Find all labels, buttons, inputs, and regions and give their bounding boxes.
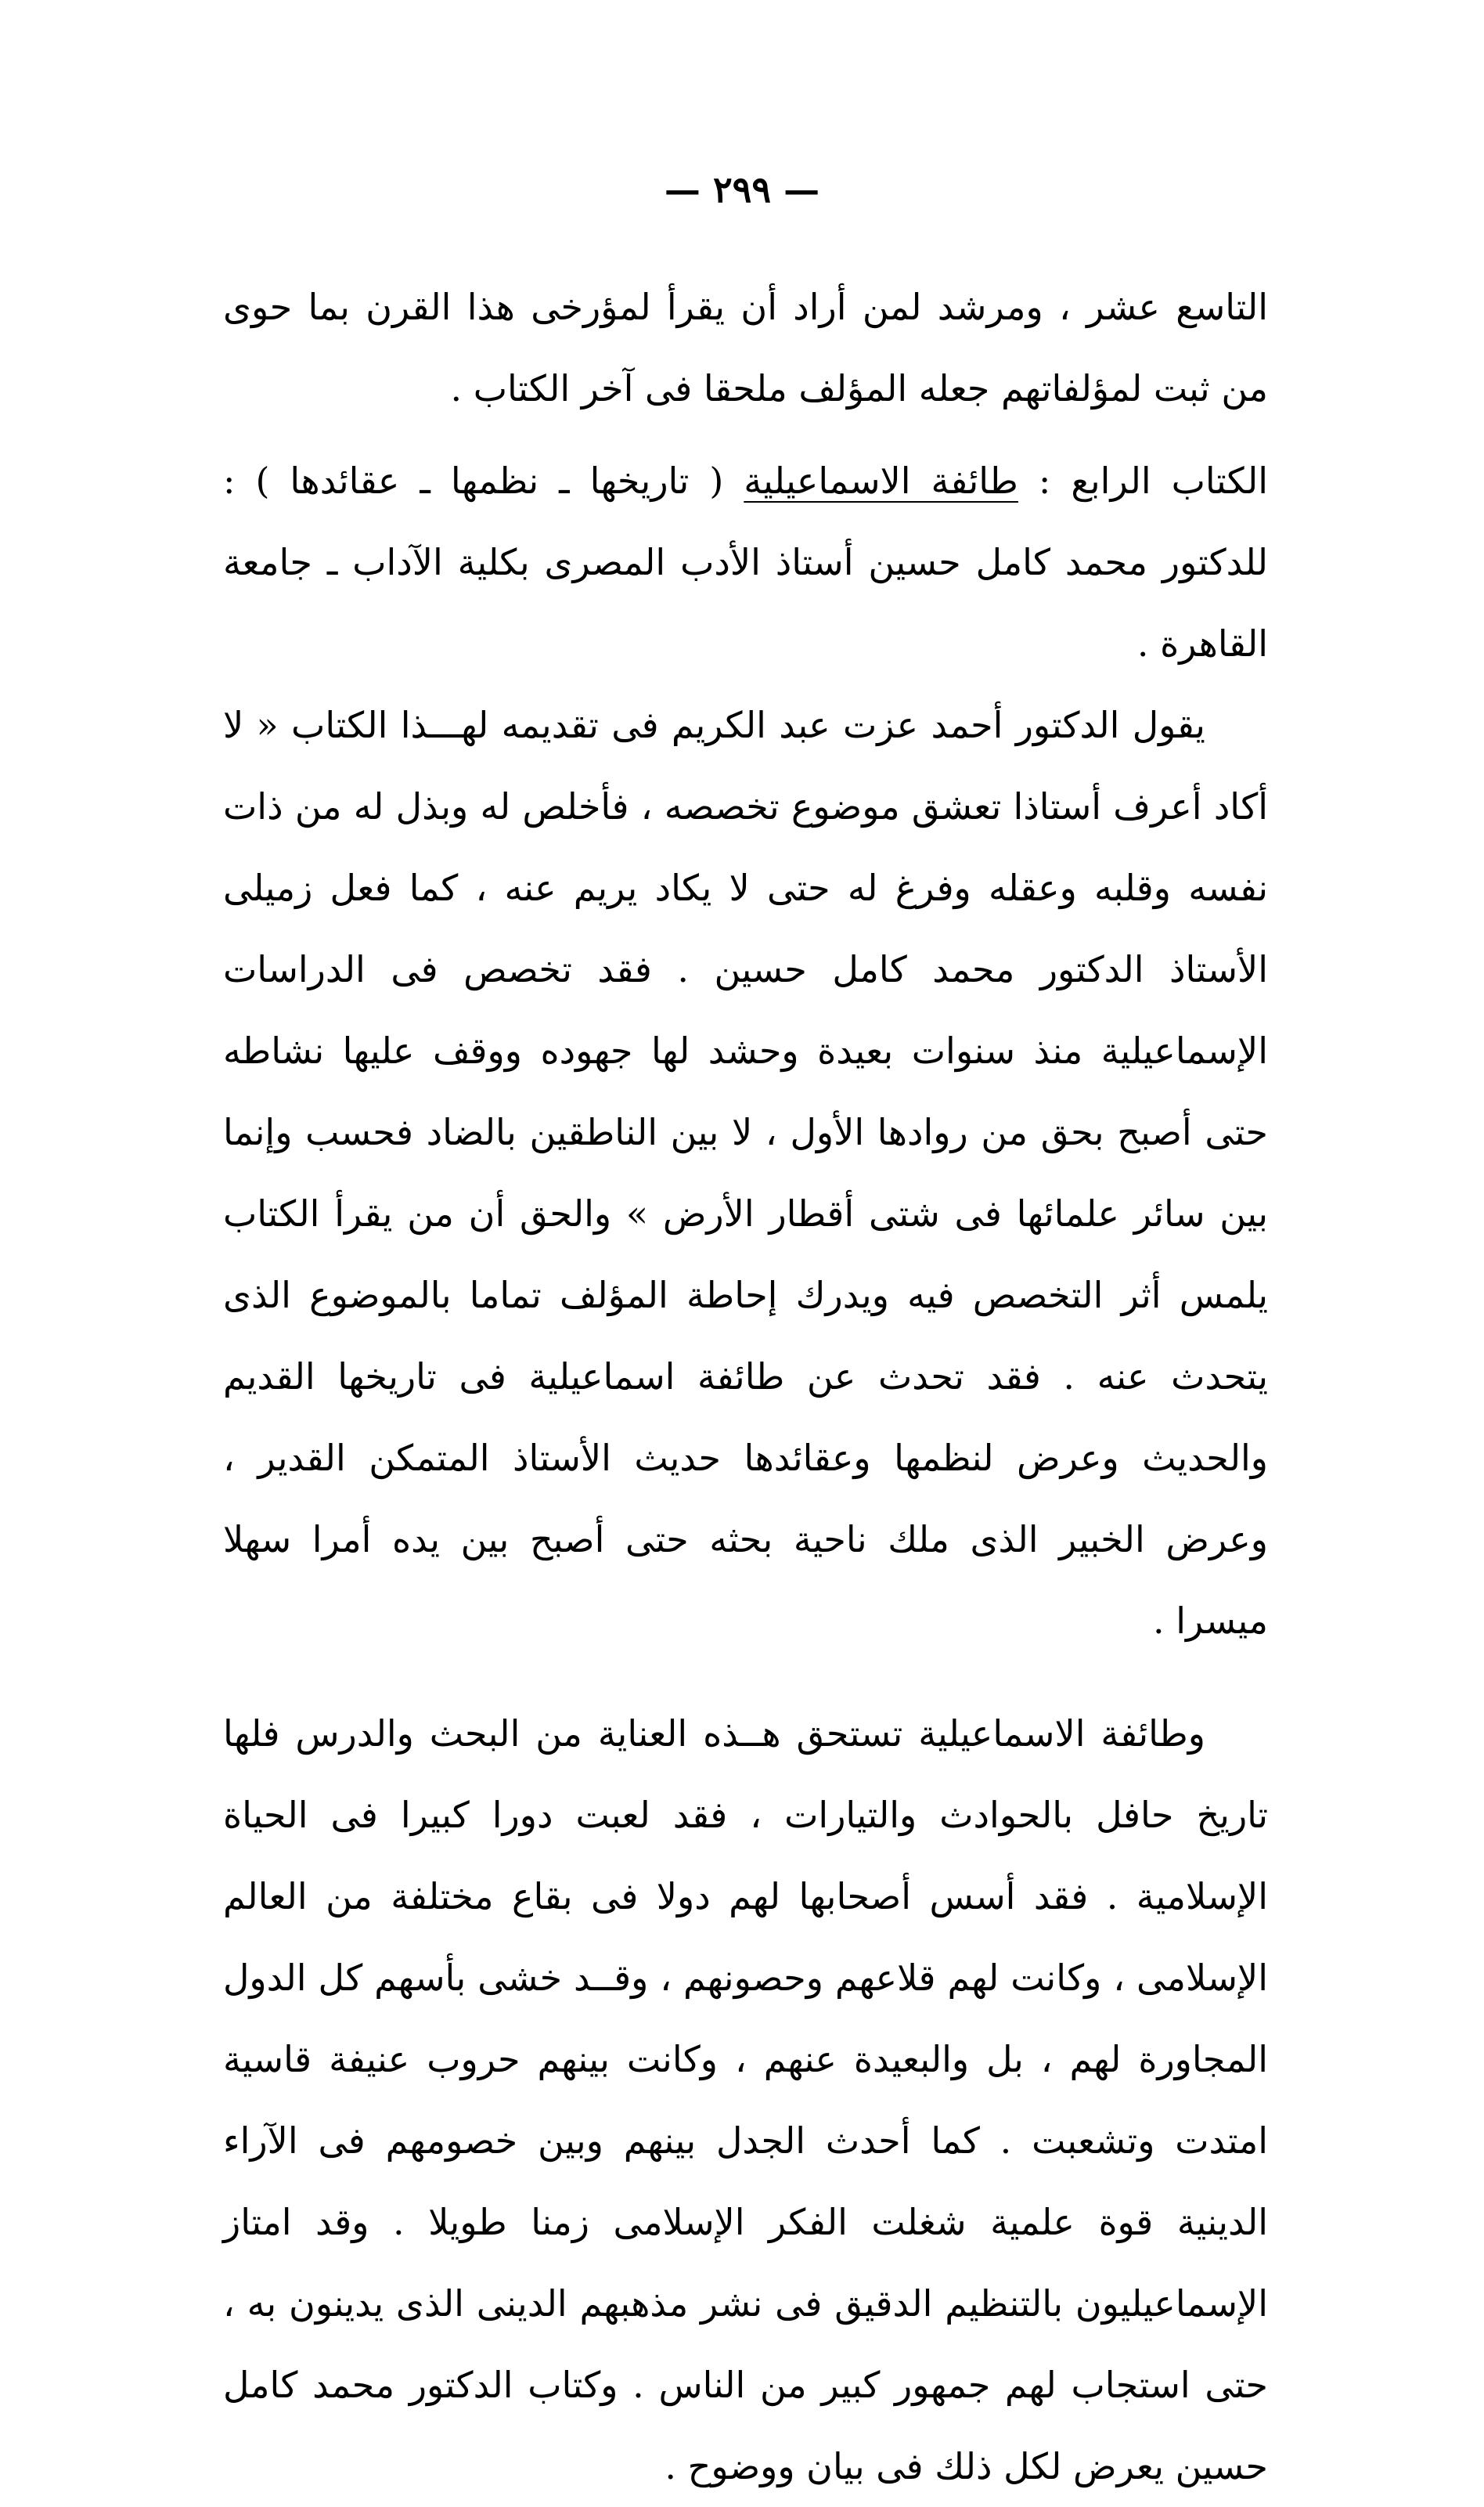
paragraph-gap xyxy=(223,1661,1268,1693)
paragraph-2 xyxy=(223,440,1268,684)
page-number: — ٢٩٩ — xyxy=(664,168,820,211)
paragraph-gap xyxy=(223,429,1268,440)
book-heading-lead: الكتاب الرابع : xyxy=(1018,460,1269,502)
paragraph-4: وطائفة الاسماعيلية تستحق هــذه العناية من البحث والدرس فلها تاريخ حافل بالحوادث والتيارات ، فقد لعبت دورا كبيرا فى الحياة الإسلامية . فقد أسس أصحابها لهم دولا فى بقاع مختلفة من العالم الإسلامى ، وكانت لهم قلاعهم وحصونهم ، وقــد خشى بأسهم كل الدول المجاورة لهم ، بل والبعيدة عنهم ، وكانت بينهم حروب عنيفة قاسية امتدت وتشعبت . كما أحدث الجدل بينهم وبين خصومهم فى الآراء الدينية قوة علمية شغلت الفكر الإسلامى زمنا طويلا . وقد امتاز الإسماعيليون بالتنظيم الدقيق فى نشر مذهبهم الدينى الذى يدينون به ، حتى استجاب لهم جمهور كبير من الناس . وكتاب الدكتور محمد كامل حسين يعرض لكل ذلك فى بيان ووضوح . xyxy=(223,1712,1268,2487)
book-title: طائفة الاسماعيلية xyxy=(744,460,1018,502)
paragraph-1: التاسع عشر ، ومرشد لمن أراد أن يقرأ لمؤرخى هذا القرن بما حوى من ثبت لمؤلفاتهم جعله المؤلف ملحقا فى آخر الكتاب . xyxy=(223,286,1268,409)
paragraph-3: يقول الدكتور أحمد عزت عبد الكريم فى تقديمه لهـــذا الكتاب « لا أكاد أعرف أستاذا تعشق موضوع تخصصه ، فأخلص له وبذل له من ذات نفسه وقلبه وعقله وفرغ له حتى لا يكاد يريم عنه ، كما فعل زميلى الأستاذ الدكتور محمد كامل حسين . فقد تخصص فى الدراسات الإسماعيلية منذ سنوات بعيدة وحشد لها جهوده ووقف عليها نشاطه حتى أصبح بحق من روادها الأول ، لا بين الناطقين بالضاد فحسب وإنما بين سائر علمائها فى شتى أقطار الأرض » والحق أن من يقرأ الكتاب يلمس أثر التخصص فيه ويدرك إحاطة المؤلف تماما بالموضوع الذى يتحدث عنه . فقد تحدث عن طائفة اسماعيلية فى تاريخها القديم والحديث وعرض لنظمها وعقائدها حديث الأستاذ المتمكن القدير ، وعرض الخبير الذى ملك ناحية بحثه حتى أصبح بين يده أمرا سهلا ميسرا . xyxy=(223,704,1268,1642)
body-text xyxy=(223,266,1268,2507)
book-heading-rest: ( تاريخها ـ نظمها ـ عقائدها ) : للدكتور محمد كامل حسين أستاذ الأدب المصرى بكلية الآداب ـ جامعة القاهرة . xyxy=(223,460,1268,665)
